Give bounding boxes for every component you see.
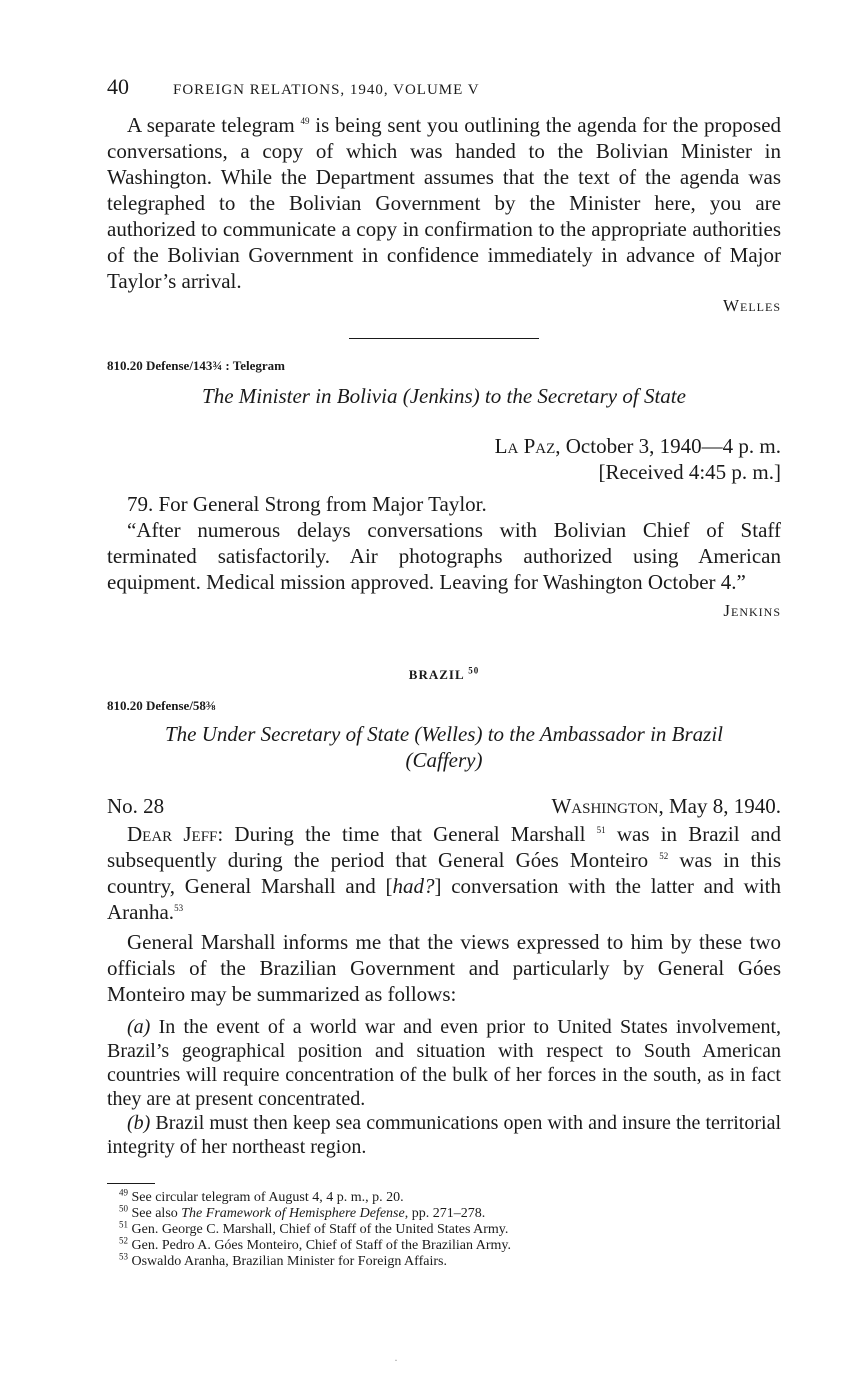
footnote-ref: 49 [300,116,310,126]
received-line: [Received 4:45 p. m.] [598,460,781,484]
signature-jenkins: Jenkins [723,601,781,620]
text-run: was in Brazil and subsequently during the period that General Góes Monteiro [107,822,782,872]
telegram-body: “After numerous delays conversations with Bolivian Chief of Staff terminated satisfactorily. Air photographs authorized using American equipment. Medical mission approved. Leaving for Washington October 4.” [107,518,781,594]
title-run: Jenkins [409,384,473,408]
text-run: was in this country, General Marshall and [ [107,848,782,898]
title-line: (Caffery) [405,748,483,772]
letter-dateline [107,793,781,819]
footnote-number: 50 [119,1203,128,1214]
footnote-number: 49 [119,1187,128,1198]
place-name: La Paz [494,434,556,458]
salutation: Dear Jeff [127,822,218,846]
date-text: , October 3, 1940—4 p. m. [555,434,781,458]
scan-speck: · [394,1353,398,1367]
section-divider [349,338,539,339]
telegram-paragraph [107,112,781,294]
footnote-ref: 51 [596,825,606,835]
item-label: (b) [127,1112,151,1134]
summary-item-b [107,1111,781,1159]
heading-text: BRAZIL [408,667,464,682]
footnote-text: The Framework of Hemisphere Defense [181,1206,405,1221]
text-run: : During the time that General Marshall [217,822,586,846]
file-number: 810.20 Defense/143¾ : Telegram [107,358,286,373]
letter-paragraph [107,821,781,925]
file-number: 810.20 Defense/58⅜ [107,698,216,713]
place-name: Washington [551,794,659,818]
footnote-number: 52 [119,1235,128,1246]
document-page [107,74,781,1270]
document-title [107,721,781,773]
footnote-divider [107,1183,155,1184]
summary-item-a [107,1015,781,1111]
telegram-number-line: 79. For General Strong from Major Taylor. [127,492,487,516]
letter-number: No. 28 [107,794,165,818]
item-label: (a) [127,1016,151,1038]
footnote-ref: 50 [468,665,480,676]
running-head: FOREIGN RELATIONS, 1940, VOLUME V [173,82,480,98]
footnote [119,1203,781,1222]
text-run: had? [392,874,435,898]
signature-welles: Welles [722,296,781,315]
footnote-text: , pp. 271–278. [404,1206,486,1221]
footnote-text: See also [131,1206,182,1221]
item-text: In the event of a world war and even prior to United States involvement, Brazil’s geographical position and situation with respect to South American countries will require concentration of the bulk of her forces in the south, as in fact they are at present concentrated. [107,1016,781,1110]
title-run: The Minister in Bolivia ( [202,384,410,408]
page-header [107,74,781,106]
section-heading [107,667,781,683]
title-run: ) to the Secretary of State [472,384,686,408]
footnote-ref: 52 [659,851,669,861]
letter-date [551,793,781,819]
footnote-text: Gen. Pedro A. Góes Monteiro, Chief of Staff of the Brazilian Army. [131,1238,511,1253]
footnote [119,1251,781,1270]
document-title [107,383,781,409]
footnote-number: 53 [119,1251,128,1262]
footnote [119,1235,781,1254]
footnote-number: 51 [119,1219,128,1230]
footnote-ref: 53 [174,903,184,913]
footnotes [107,1187,781,1270]
dateline [107,433,781,459]
footnote-text: Oswaldo Aranha, Brazilian Minister for Foreign Affairs. [131,1254,447,1269]
footnote [119,1219,781,1238]
text-run: is being sent you outlining the agenda for the proposed conversations, a copy of which was handed to the Bolivian Minister in Washington. While the Department assumes that the text of the agenda was telegraphed to the Bolivian Government by the Minister here, you are authorized to communicate a copy in confirmation to the appropriate authorities of the Bolivian Government in confidence immediately in advance of Major Taylor’s arrival. [107,113,782,293]
date-text: , May 8, 1940. [658,794,781,818]
footnote-text: See circular telegram of August 4, 4 p. m., p. 20. [131,1190,404,1205]
summary-list [107,1015,781,1159]
footnote [119,1187,781,1206]
item-text: Brazil must then keep sea communications open with and insure the territorial integrity of her northeast region. [107,1112,782,1158]
text-run: ] conversation with the latter and with Aranha. [107,874,782,924]
letter-paragraph: General Marshall informs me that the views expressed to him by these two officials of the Brazilian Government and particularly by General Góes Monteiro may be summarized as follows: [107,930,781,1006]
page-number: 40 [107,74,129,99]
title-line: The Under Secretary of State (Welles) to the Ambassador in Brazil [165,722,723,746]
text-run: A separate telegram [127,113,295,137]
footnote-text: Gen. George C. Marshall, Chief of Staff of the United States Army. [131,1222,509,1237]
